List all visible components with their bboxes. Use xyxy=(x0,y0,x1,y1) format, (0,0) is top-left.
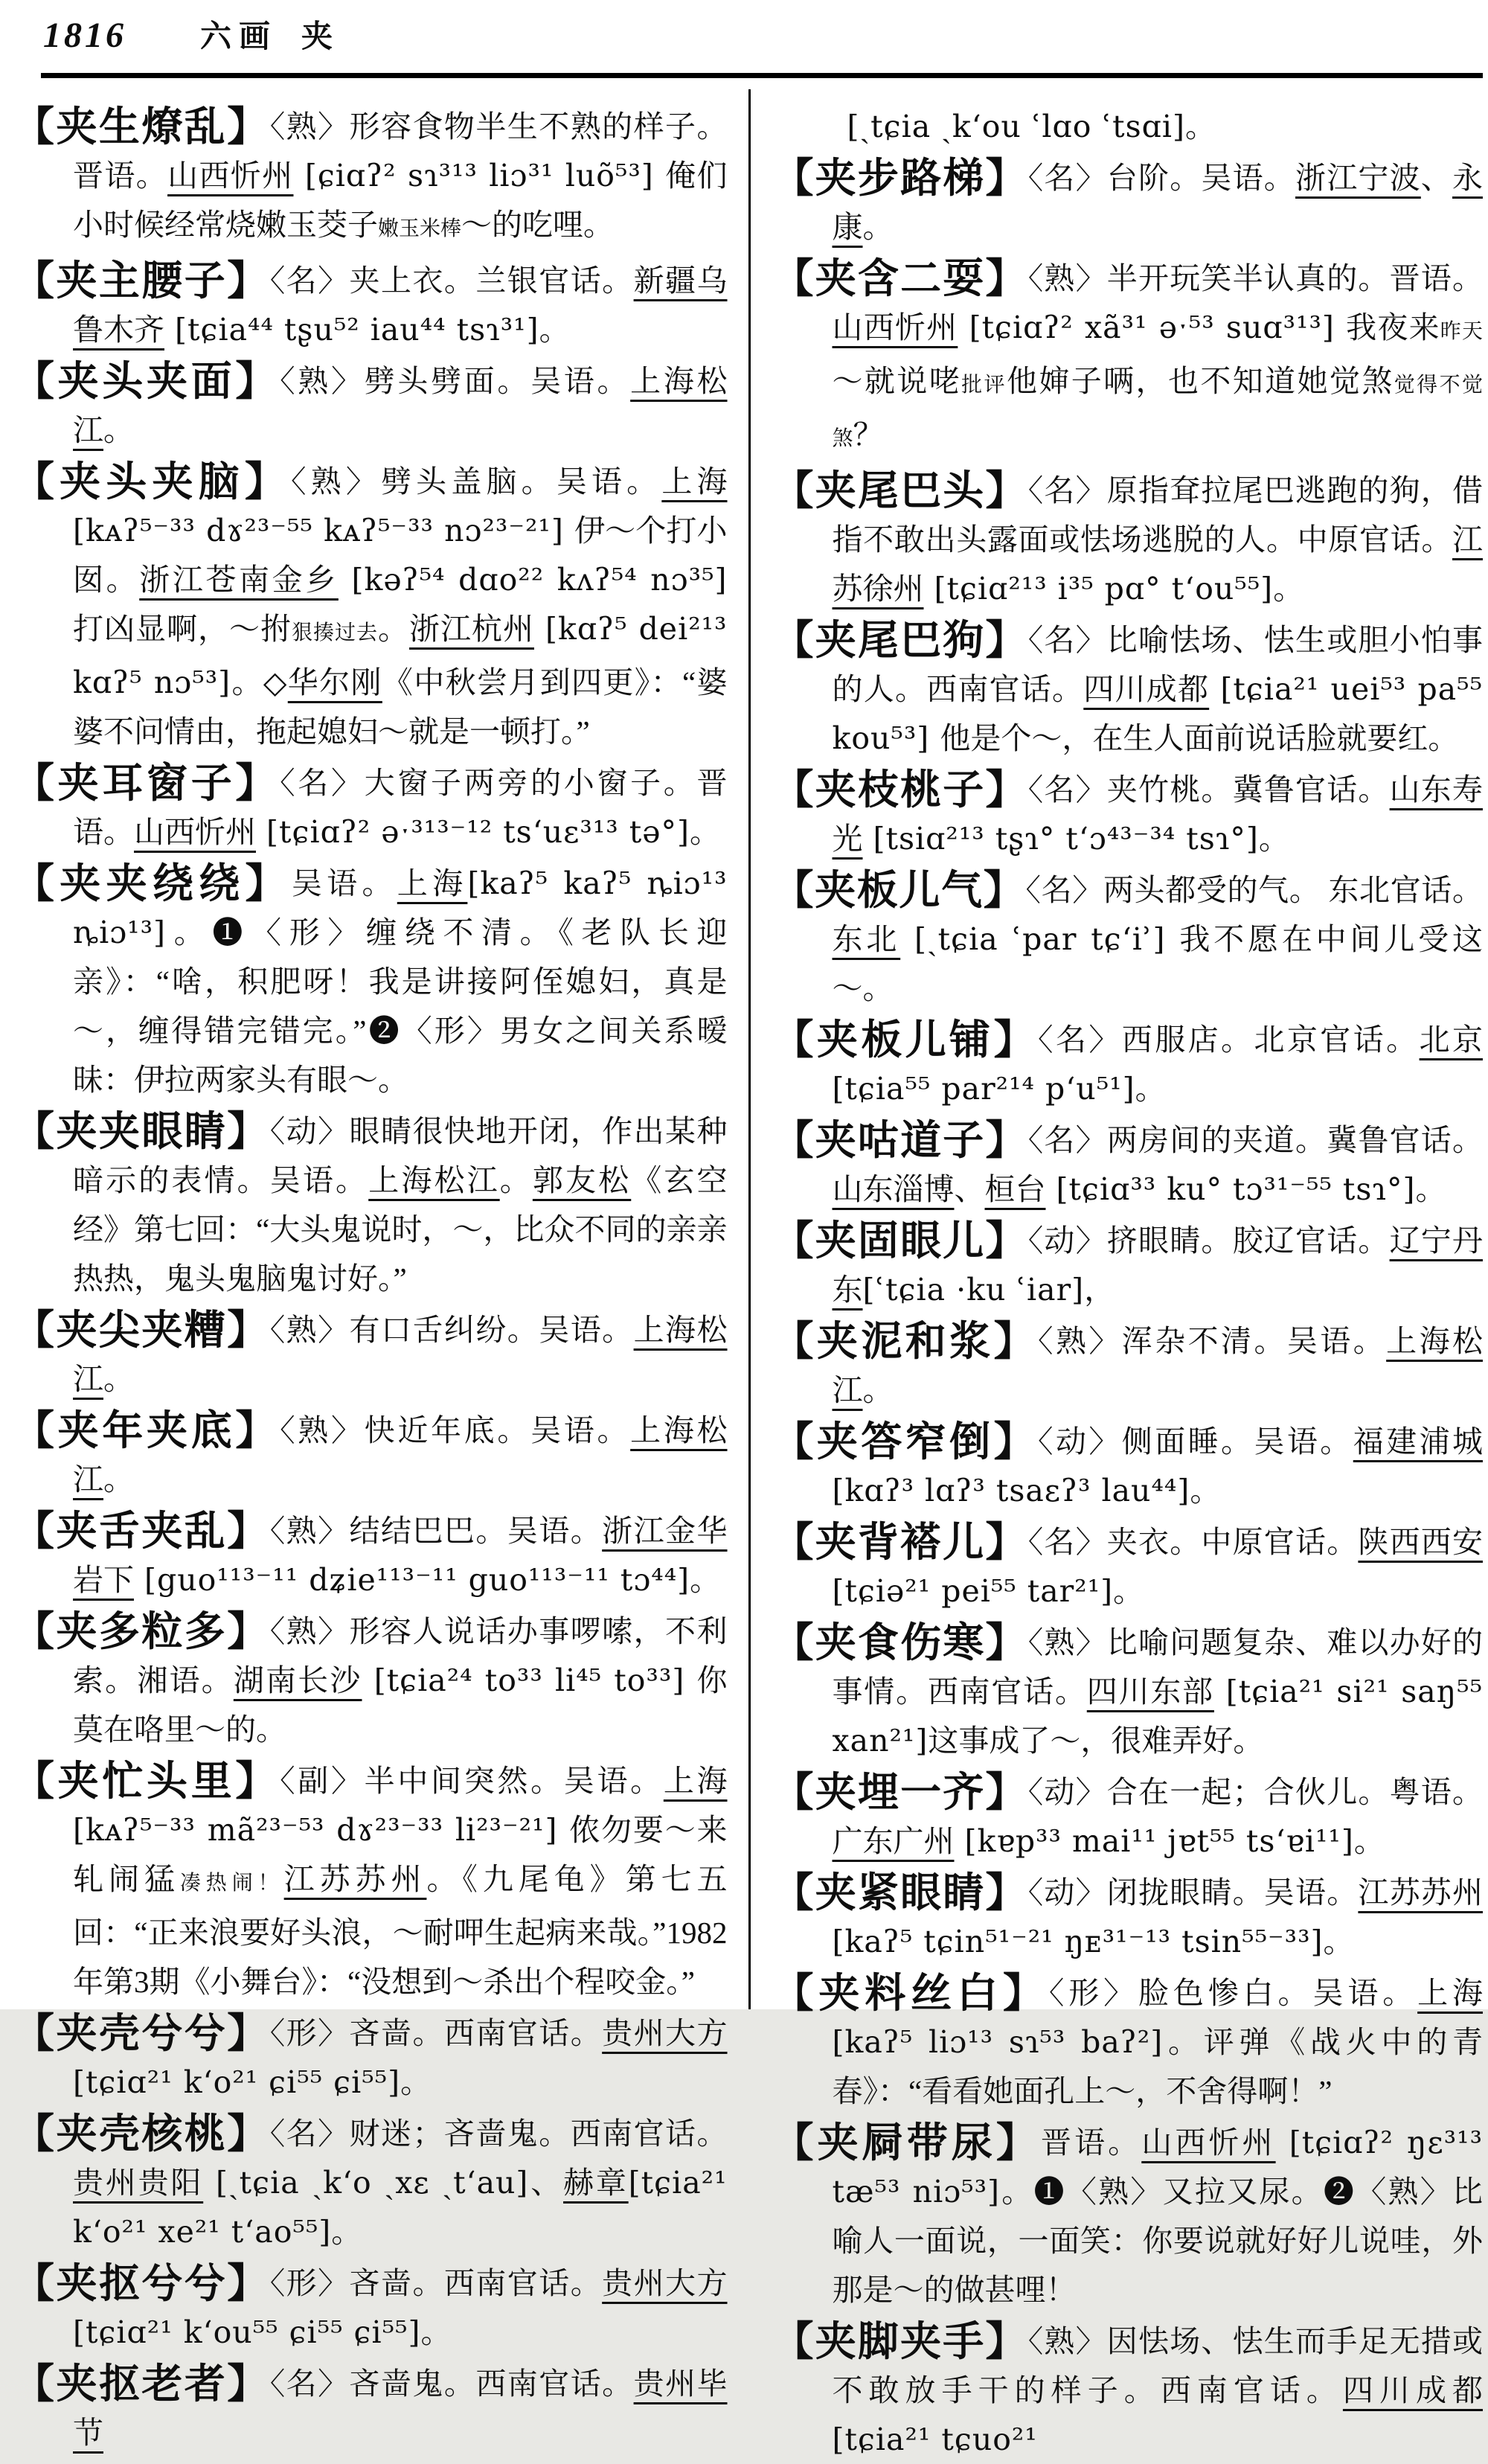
entry-text: 。 xyxy=(103,1462,134,1497)
phonetic-transcription: [kɑʔ³ lɑʔ³ tsaɛʔ³ lau⁴⁴] xyxy=(832,1473,1190,1508)
entry-text: 〈名〉原指耷拉尾巴逃跑的狗，借指不敢出头露面或怯场逃脱的人。中原官话。 xyxy=(832,473,1483,557)
dictionary-entry xyxy=(13,2259,728,2357)
entry-text: 。❶〈熟〉又拉又尿。❷〈熟〉比喻人一面说，一面笑：你要说就好好儿说哇，外那是～的做甚哩！ xyxy=(832,2175,1483,2307)
entry-text: 。 xyxy=(1353,1824,1385,1858)
phonetic-transcription: [ˏtɕia ˎkʻou ʿlɑo ʿtsɑi] xyxy=(847,109,1185,144)
entry-headword: 【夹枝桃子】 xyxy=(772,767,1028,813)
entry-headword: 【夹料丝白】 xyxy=(772,1971,1049,2016)
entry-text: 〈熟〉因怯场、怯生而手足无措或不敢放手干的样子。西南官话。 xyxy=(832,2324,1483,2407)
entry-text: 〈名〉西服店。北京官话。 xyxy=(1038,1023,1420,1057)
entry-text: 〈动〉挤眼睛。胶辽官话。 xyxy=(1027,1223,1390,1258)
column-right xyxy=(748,89,1484,2457)
section-title: 六画 xyxy=(200,20,278,54)
dictionary-entry xyxy=(773,865,1484,1013)
dictionary-entry xyxy=(773,2317,1484,2464)
entry-headword: 【夹埋一齐】 xyxy=(772,1770,1028,1815)
dictionary-entry xyxy=(13,256,728,354)
entry-headword: 【夹含二耍】 xyxy=(772,256,1028,301)
entry-text: ？ xyxy=(853,417,884,452)
entry-text: 。 xyxy=(1323,1924,1354,1959)
phonetic-transcription: [tɕiɑ²¹ kʻo²¹ ɕi⁵⁵ ɕi⁵⁵] xyxy=(73,2064,401,2100)
place-name: 赫章 xyxy=(563,2166,629,2200)
place-name: 华尔刚 xyxy=(287,665,382,700)
dictionary-entry xyxy=(773,1417,1484,1515)
entry-text: 〈名〉夹竹桃。冀鲁官话。 xyxy=(1027,772,1390,807)
entry-text: 〈熟〉比喻问题复杂、难以办好的事情。西南官话。 xyxy=(832,1625,1483,1709)
entry-text: 〈动〉侧面睡。吴语。 xyxy=(1038,1424,1353,1459)
place-name: 四川成都 xyxy=(1342,2373,1484,2407)
entry-text: 〈熟〉快近年底。吴语。 xyxy=(280,1413,631,1447)
phonetic-transcription: [kᴀʔ⁵⁻³³ dɤ²³⁻⁵⁵ kᴀʔ⁵⁻³³ nɔ²³⁻²¹] xyxy=(73,513,574,548)
place-name: 江苏苏州 xyxy=(1358,1875,1484,1910)
entry-text: 。 xyxy=(1113,1574,1144,1608)
entry-text: 。 xyxy=(378,612,409,646)
dictionary-entry xyxy=(773,1618,1484,1765)
dictionary-entry xyxy=(773,1767,1484,1866)
dictionary-entry xyxy=(773,1116,1484,1214)
place-name: 山西忻州 xyxy=(167,159,294,193)
entry-text: 。 xyxy=(103,1362,134,1396)
entry-headword: 【夹固眼儿】 xyxy=(772,1218,1028,1264)
entry-text: 〈熟〉劈头盖脑。吴语。 xyxy=(291,464,662,499)
page-header xyxy=(43,12,333,57)
place-name: 辽宁丹东 xyxy=(832,1223,1483,1307)
gloss-small: 狠揍过去 xyxy=(292,621,378,644)
dictionary-entry xyxy=(13,2109,728,2256)
entry-text: 〈形〉脸色惨白。吴语。 xyxy=(1048,1976,1418,2010)
dictionary-entry xyxy=(13,1406,728,1504)
dictionary-entry xyxy=(773,1517,1484,1616)
entry-headword: 【夹头夹面】 xyxy=(13,359,280,404)
entry-text: 〈动〉闭拢眼睛。吴语。 xyxy=(1027,1875,1359,1910)
entry-text: 《玄空经》第七回：“大头鬼说时，～，比众不同的亲亲热热，鬼头鬼脑鬼讨好。” xyxy=(73,1163,728,1296)
entry-headword: 【夹尾巴狗】 xyxy=(772,618,1028,663)
place-name: 上海松江 xyxy=(832,1324,1483,1407)
entry-text: 他是个～，在生人面前说话脸就要红。 xyxy=(940,721,1459,755)
entry-headword: 【夹耳窗子】 xyxy=(13,761,280,806)
phonetic-transcription: [kɑʔ⁵ dei²¹³ kɑʔ⁵ nɔ⁵³] xyxy=(73,611,728,700)
phonetic-transcription: [kᴀʔ⁵⁻³³ mã²³⁻⁵³ dɤ²³⁻³³ li²³⁻²¹] xyxy=(73,1812,570,1848)
place-name: 上海松江 xyxy=(73,1413,728,1497)
place-name: 桓台 xyxy=(984,1172,1046,1206)
entry-text: 〈名〉台阶。吴语。 xyxy=(1027,161,1295,195)
entry-text: 〈熟〉劈头劈面。吴语。 xyxy=(280,364,631,398)
entry-text: ～就说咾 xyxy=(832,364,962,398)
phonetic-transcription: [tɕiɑ²¹³ i³⁵ pɑ° tʻou⁵⁵] xyxy=(923,571,1274,607)
entry-text: 〈熟〉浑杂不清。吴语。 xyxy=(1038,1324,1387,1358)
phonetic-transcription: [tɕiɑ³³ ku° tɔ³¹⁻⁵⁵ tsɿ°] xyxy=(1045,1171,1416,1207)
place-name: 山西忻州 xyxy=(832,310,958,345)
phonetic-transcription: [kɐp³³ mai¹¹ jɐt⁵⁵ tsʻɐi¹¹] xyxy=(954,1823,1354,1859)
column-left xyxy=(13,89,748,2450)
entry-text: 〈名〉夹衣。中原官话。 xyxy=(1027,1525,1359,1559)
entry-headword: 【夹夹眼睛】 xyxy=(13,1109,270,1154)
place-name: 福建浦城 xyxy=(1353,1424,1483,1459)
entry-headword: 【夹答窄倒】 xyxy=(772,1419,1039,1465)
phonetic-transcription: [kəʔ⁵⁴ dɑo²² kʌʔ⁵⁴ nɔ³⁵] xyxy=(338,562,728,598)
entry-text: 。 xyxy=(862,210,894,244)
phonetic-transcription: [tɕia²¹ kʻo²¹ xe²¹ tʻao⁵⁵] xyxy=(73,2165,728,2250)
dictionary-entry xyxy=(773,2118,1484,2314)
entry-headword: 【夹脚夹手】 xyxy=(772,2319,1028,2364)
phonetic-transcription: [kaʔ⁵ tɕin⁵¹⁻²¹ ŋᴇ³¹⁻¹³ tsin⁵⁵⁻³³] xyxy=(832,1924,1324,1959)
place-name: 江苏徐州 xyxy=(832,522,1483,606)
place-name: 山西忻州 xyxy=(1141,2125,1276,2160)
place-name: 上海 xyxy=(661,464,728,499)
entry-text: ， xyxy=(1084,1273,1115,1307)
phonetic-transcription: [tɕiə²¹ pei⁵⁵ tar²¹] xyxy=(832,1573,1114,1609)
entry-headword: 【夹壳兮兮】 xyxy=(13,2011,270,2056)
entry-text: 他婶子唡，也不知道她觉煞 xyxy=(1006,364,1394,398)
place-name: 郭友松 xyxy=(532,1163,632,1197)
phonetic-transcription: [tɕia²¹ tɕuo²¹ xyxy=(832,2422,1038,2457)
entry-text: 〈熟〉形容食物半生不熟的样子。晋语。 xyxy=(73,109,728,193)
entry-text: 。 xyxy=(689,815,720,849)
place-name: 北京 xyxy=(1419,1023,1483,1057)
entry-headword: 【夹主腰子】 xyxy=(13,258,270,304)
entry-headword: 【夹年夹底】 xyxy=(13,1408,280,1453)
dictionary-entry xyxy=(13,1305,728,1404)
entry-headword: 【夹屙带尿】 xyxy=(772,2120,1042,2166)
entry-headword: 【夹舌夹乱】 xyxy=(13,1508,270,1554)
place-name: 湖南长沙 xyxy=(233,1663,362,1697)
place-name: 贵州贵阳 xyxy=(73,2166,204,2200)
entry-headword: 【夹食伤寒】 xyxy=(772,1620,1028,1665)
entry-text: 。 xyxy=(690,1563,721,1597)
gloss-small: 批评 xyxy=(961,374,1007,397)
entry-text: 。 xyxy=(862,1373,894,1407)
entry-headword: 【夹板儿气】 xyxy=(772,868,1026,913)
entry-text: 〈熟〉形容人说话办事啰嗦，不利索。湘语。 xyxy=(73,1614,728,1697)
dictionary-entry xyxy=(773,615,1484,763)
entry-text: 。 xyxy=(499,1163,533,1197)
dictionary-entry xyxy=(773,466,1484,613)
entry-headword: 【夹抠兮兮】 xyxy=(13,2261,270,2306)
phonetic-transcription: [tɕiɑʔ² əˑ³¹³⁻¹² tsʻuɛ³¹³ tə°] xyxy=(256,814,690,850)
gloss-small: 昨天 xyxy=(1440,320,1484,343)
entry-text: 你莫在咯里～的。 xyxy=(73,1663,728,1747)
entry-headword: 【夹生燎乱】 xyxy=(13,104,270,150)
entry-text: 《中秋尝月到四更》：“婆婆不问情由，拖起媳妇～就是一顿打。” xyxy=(73,665,728,749)
entry-text: 。◇ xyxy=(231,665,288,700)
dictionary-entry xyxy=(773,1868,1484,1966)
entry-text: 〈名〉大窗子两旁的小窗子。晋语。 xyxy=(73,766,728,849)
phonetic-transcription: [tɕia⁵⁵ par²¹⁴ pʻu⁵¹] xyxy=(832,1071,1135,1107)
entry-text: 。 xyxy=(1135,1072,1166,1106)
entry-text: 〈形〉吝啬。西南官话。 xyxy=(269,2016,603,2050)
dictionary-entry xyxy=(13,457,728,756)
dictionary-entry xyxy=(13,356,728,455)
dictionary-entry xyxy=(773,254,1484,464)
place-name: 上海 xyxy=(397,866,468,900)
entry-text: 。 xyxy=(1190,1473,1221,1508)
dictionary-entry xyxy=(13,1506,728,1604)
gloss-small: 嫩玉米棒 xyxy=(378,217,462,240)
place-name: 广东广州 xyxy=(832,1824,955,1858)
columns-container xyxy=(13,89,1484,2457)
place-name: 山东淄博 xyxy=(832,1172,955,1206)
phonetic-transcription: [guo¹¹³⁻¹¹ dʑie¹¹³⁻¹¹ guo¹¹³⁻¹¹ tɔ⁴⁴] xyxy=(134,1562,690,1598)
place-name: 贵州毕节 xyxy=(73,2367,728,2450)
entry-text: 〈名〉两房间的夹道。冀鲁官话。 xyxy=(1027,1123,1483,1157)
dictionary-entry xyxy=(773,153,1484,252)
entry-headword: 【夹夹绕绕】 xyxy=(13,861,292,906)
phonetic-transcription: [ʿtɕia ·ku ʿiar] xyxy=(862,1272,1085,1308)
entry-text: 〈熟〉有口舌纠纷。吴语。 xyxy=(269,1313,634,1347)
place-name: 四川东部 xyxy=(1086,1674,1214,1709)
phonetic-transcription: [tɕiɑʔ² ŋɛ³¹³ tæ⁵³ niɔ⁵³] xyxy=(832,2125,1484,2209)
entry-text: 。 xyxy=(1184,109,1216,144)
dictionary-entry xyxy=(773,1316,1484,1415)
dictionary-entry xyxy=(773,765,1484,863)
entry-text: 〈熟〉结结巴巴。吴语。 xyxy=(269,1514,603,1548)
entry-text: 俺们小时候经常烧嫩玉茭子 xyxy=(73,159,728,242)
entry-headword: 【夹尖夹糟】 xyxy=(13,1308,270,1353)
entry-text: 、 xyxy=(528,2166,564,2200)
entry-text: 。 xyxy=(331,2215,362,2249)
phonetic-transcription: [tɕia²¹ uei⁵³ pa⁵⁵ kou⁵³] xyxy=(832,671,1484,756)
place-name: 贵州大方 xyxy=(602,2266,728,2300)
radical-word: 夹 xyxy=(301,20,333,54)
entry-headword: 【夹壳核桃】 xyxy=(13,2111,270,2157)
phonetic-transcription: [ˏtɕia ʿpar tɕʻiʾ] xyxy=(900,921,1180,957)
page-number: 1816 xyxy=(43,16,126,55)
entry-text: 〈形〉吝啬。西南官话。 xyxy=(269,2266,603,2300)
entry-text: 〈动〉合在一起；合伙儿。粤语。 xyxy=(1027,1775,1483,1809)
entry-text: 〈名〉两头都受的气。 东北官话。 xyxy=(1025,873,1483,907)
place-name: 山东寿光 xyxy=(832,772,1483,856)
entry-text: ～的吃哩。 xyxy=(461,208,615,242)
entry-headword: 【夹忙头里】 xyxy=(13,1759,280,1804)
entry-continuation xyxy=(773,102,1484,151)
entry-text: 晋语。 xyxy=(1041,2125,1142,2160)
entry-text: 。❶〈形〉缠绕不清。《老队长迎亲》：“啥，积肥呀！我是讲接阿侄媳妇，真是～，缠得错完错完。”❷〈形〉男女之间关系暧昧：伊拉两家头有眼～。 xyxy=(73,915,728,1097)
entry-text: 〈熟〉半开玩笑半认真的。晋语。 xyxy=(1027,261,1483,295)
place-name: 上海松江 xyxy=(368,1163,500,1197)
entry-text: 。评弹《战火中的青春》：“看看她面孔上～，不舍得啊！” xyxy=(832,2025,1483,2108)
entry-text: 。《九尾龟》第七五回：“正来浪要好头浪，～耐呷生起病来哉。”1982年第3期《小舞台》：“没想到～杀出个程咬金。” xyxy=(73,1862,728,1999)
entry-text: 〈名〉吝啬鬼。西南官话。 xyxy=(269,2367,634,2401)
place-name: 永康 xyxy=(832,161,1483,244)
place-name: 上海松江 xyxy=(73,1313,728,1396)
place-name: 新疆乌鲁木齐 xyxy=(73,263,728,347)
entry-headword: 【夹紧眼睛】 xyxy=(772,1870,1028,1916)
entry-text: 〈名〉比喻怯场、怯生或胆小怕事的人。西南官话。 xyxy=(832,623,1483,706)
place-name: 陕西西安 xyxy=(1358,1525,1484,1559)
entry-text: 〈动〉眼睛很快地开闭，作出某种暗示的表情。吴语。 xyxy=(73,1114,728,1197)
phonetic-transcription: [ˏtɕia ˏkʻo ˏxɛ ˎtʻau] xyxy=(203,2165,529,2201)
place-name: 浙江金华岩下 xyxy=(73,1514,728,1597)
entry-text: 伊～个打小囡。 xyxy=(73,513,728,597)
header-rule xyxy=(41,73,1483,78)
phonetic-transcription: [tɕiɑʔ² xã³¹ əˑ⁵³ suɑ³¹³] xyxy=(958,310,1347,345)
dictionary-entry xyxy=(13,1756,728,2006)
entry-headword: 【夹步路梯】 xyxy=(772,156,1028,201)
dictionary-entry xyxy=(13,1107,728,1303)
dictionary-entry xyxy=(13,758,728,857)
entry-headword: 【夹多粒多】 xyxy=(13,1609,270,1654)
place-name: 浙江杭州 xyxy=(409,612,534,646)
gloss-small: 凑热闹！ xyxy=(179,1872,284,1895)
entry-text: 打凶显啊，～拊 xyxy=(73,612,292,646)
entry-headword: 【夹尾巴头】 xyxy=(772,468,1028,513)
place-name: 江苏苏州 xyxy=(283,1862,427,1896)
entry-text: 吴语。 xyxy=(291,866,397,900)
place-name: 东北 xyxy=(832,922,901,956)
entry-headword: 【夹泥和浆】 xyxy=(772,1319,1039,1364)
entry-text: 我夜来 xyxy=(1346,310,1440,345)
dictionary-entry xyxy=(773,1216,1484,1314)
dictionary-entry xyxy=(13,859,728,1104)
entry-text: 。 xyxy=(400,2065,432,2099)
dictionary-entry xyxy=(13,102,728,254)
phonetic-transcription: [tɕia⁴⁴ tʂu⁵² iau⁴⁴ tsɿ³¹] xyxy=(164,312,539,348)
phonetic-transcription: [tɕiɑ²¹ kʻou⁵⁵ ɕi⁵⁵ ɕi⁵⁵] xyxy=(73,2314,421,2350)
place-name: 浙江宁波 xyxy=(1295,161,1421,195)
entry-text: 、 xyxy=(1420,161,1452,195)
place-name: 上海 xyxy=(1417,1976,1484,2010)
dictionary-entry xyxy=(13,1607,728,1754)
entry-text: 。 xyxy=(539,313,570,347)
place-name: 上海松江 xyxy=(73,364,728,447)
place-name: 四川成都 xyxy=(1083,672,1210,706)
entry-text: 。 xyxy=(1273,572,1304,606)
dictionary-entry xyxy=(13,2009,728,2107)
entry-headword: 【夹板儿铺】 xyxy=(772,1017,1039,1063)
entry-text: 、 xyxy=(954,1172,985,1206)
entry-headword: 【夹咕道子】 xyxy=(772,1118,1028,1163)
entry-text: 。 xyxy=(1258,822,1289,856)
phonetic-transcription: [tɕia²¹ si²¹ saŋ⁵⁵ xan²¹] xyxy=(832,1674,1484,1759)
entry-text: 侬勿要～来轧闹猛 xyxy=(73,1813,728,1896)
place-name: 贵州大方 xyxy=(602,2016,728,2050)
place-name: 上海 xyxy=(663,1764,728,1798)
phonetic-transcription: [kaʔ⁵ liɔ¹³ sɿ⁵³ baʔ²] xyxy=(832,2024,1164,2060)
entry-text: 。 xyxy=(1415,1172,1446,1206)
entry-text: 我不愿在中间儿受这～。 xyxy=(832,922,1484,1005)
phonetic-transcription: [tɕia²⁴ to³³ li⁴⁵ to³³] xyxy=(362,1663,697,1698)
entry-headword: 【夹抠老者】 xyxy=(13,2361,270,2407)
dictionary-entry xyxy=(773,1968,1484,2116)
entry-headword: 【夹头夹脑】 xyxy=(13,459,291,505)
gloss-small: 觉得不觉煞 xyxy=(832,374,1483,450)
entry-text: 〈名〉夹上衣。兰银官话。 xyxy=(269,263,634,298)
dictionary-entry xyxy=(773,1015,1484,1113)
phonetic-transcription: [ɕiɑʔ² sɿ³¹³ liɔ³¹ luõ⁵³] xyxy=(293,158,666,193)
phonetic-transcription: [kaʔ⁵ kaʔ⁵ ȵiɔ¹³ ȵiɔ¹³] xyxy=(73,865,728,950)
place-name: 浙江苍南金乡 xyxy=(139,563,339,597)
entry-headword: 【夹背褡儿】 xyxy=(772,1520,1028,1565)
entry-text: 。 xyxy=(420,2315,452,2349)
entry-text: 这事成了～，很难弄好。 xyxy=(928,1724,1264,1758)
entry-text: 〈名〉财迷；吝啬鬼。西南官话。 xyxy=(269,2116,728,2151)
place-name: 山西忻州 xyxy=(134,815,256,849)
entry-text: 〈副〉半中间突然。吴语。 xyxy=(280,1764,664,1798)
dictionary-entry xyxy=(13,2359,728,2457)
entry-text: 。 xyxy=(103,413,134,447)
phonetic-transcription: [tsiɑ²¹³ tʂɿ° tʻɔ⁴³⁻³⁴ tsɿ°] xyxy=(862,821,1259,857)
